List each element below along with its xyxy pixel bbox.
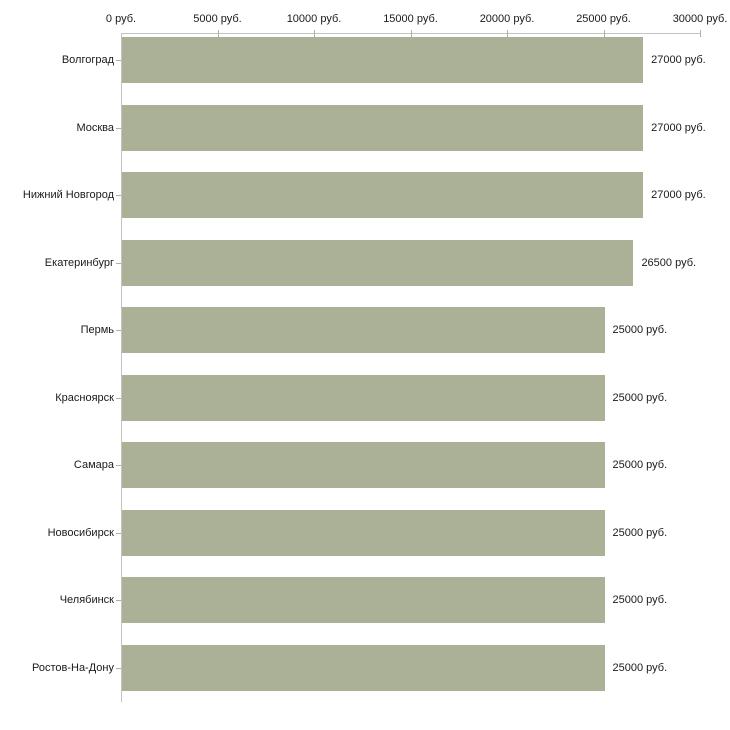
x-axis-tick-mark <box>507 30 508 37</box>
bar <box>122 375 605 421</box>
bar-value-label: 25000 руб. <box>612 526 668 539</box>
category-label: Ростов-На-Дону <box>31 661 114 674</box>
bar-value-label: 27000 руб. <box>651 54 706 66</box>
category-tick-mark <box>116 195 121 196</box>
category-tick-mark <box>116 330 121 331</box>
category-tick-mark <box>116 398 121 399</box>
bar-value-label: 25000 руб. <box>612 594 668 607</box>
x-axis-tick-mark <box>411 30 412 37</box>
bar <box>122 577 605 623</box>
bar <box>122 645 605 691</box>
category-label: Екатеринбург <box>44 256 114 269</box>
bar <box>122 442 605 488</box>
category-tick-mark <box>116 60 121 61</box>
bar <box>122 37 643 83</box>
bar <box>122 105 643 151</box>
x-axis-tick-label: 30000 руб. <box>672 13 728 25</box>
x-axis-tick-label: 20000 руб. <box>479 13 535 25</box>
bar-value-label: 25000 руб. <box>612 324 668 337</box>
category-tick-mark <box>116 533 121 534</box>
x-axis-tick-mark <box>604 30 605 37</box>
bar <box>122 172 643 218</box>
x-axis-tick-label: 15000 руб. <box>383 13 438 25</box>
category-label: Нижний Новгород <box>22 189 114 202</box>
bar-value-label: 25000 руб. <box>612 459 668 472</box>
category-label: Новосибирск <box>47 526 114 539</box>
x-axis-tick-label: 25000 руб. <box>576 13 631 25</box>
category-label: Пермь <box>80 324 114 337</box>
category-label: Челябинск <box>59 594 114 607</box>
category-tick-mark <box>116 263 121 264</box>
bar-value-label: 26500 руб. <box>641 256 697 269</box>
category-label: Красноярск <box>55 391 114 404</box>
category-tick-mark <box>116 465 121 466</box>
category-label: Москва <box>76 121 114 134</box>
category-label: Волгоград <box>61 54 114 66</box>
x-axis-tick-label: 5000 руб. <box>193 13 242 25</box>
bar <box>122 240 633 286</box>
category-tick-mark <box>116 128 121 129</box>
x-axis-tick-mark <box>218 30 219 37</box>
category-tick-mark <box>116 668 121 669</box>
bar-value-label: 27000 руб. <box>651 189 706 202</box>
bar <box>122 307 605 353</box>
x-axis-tick-mark <box>314 30 315 37</box>
category-label: Самара <box>73 459 114 472</box>
bar-value-label: 25000 руб. <box>612 661 668 674</box>
category-tick-mark <box>116 600 121 601</box>
bar-value-label: 27000 руб. <box>651 121 706 134</box>
bar-value-label: 25000 руб. <box>612 391 668 404</box>
x-axis-tick-label: 0 руб. <box>105 13 137 25</box>
bar <box>122 510 605 556</box>
x-axis-tick-mark <box>700 30 701 37</box>
x-axis-tick-label: 10000 руб. <box>286 13 342 25</box>
